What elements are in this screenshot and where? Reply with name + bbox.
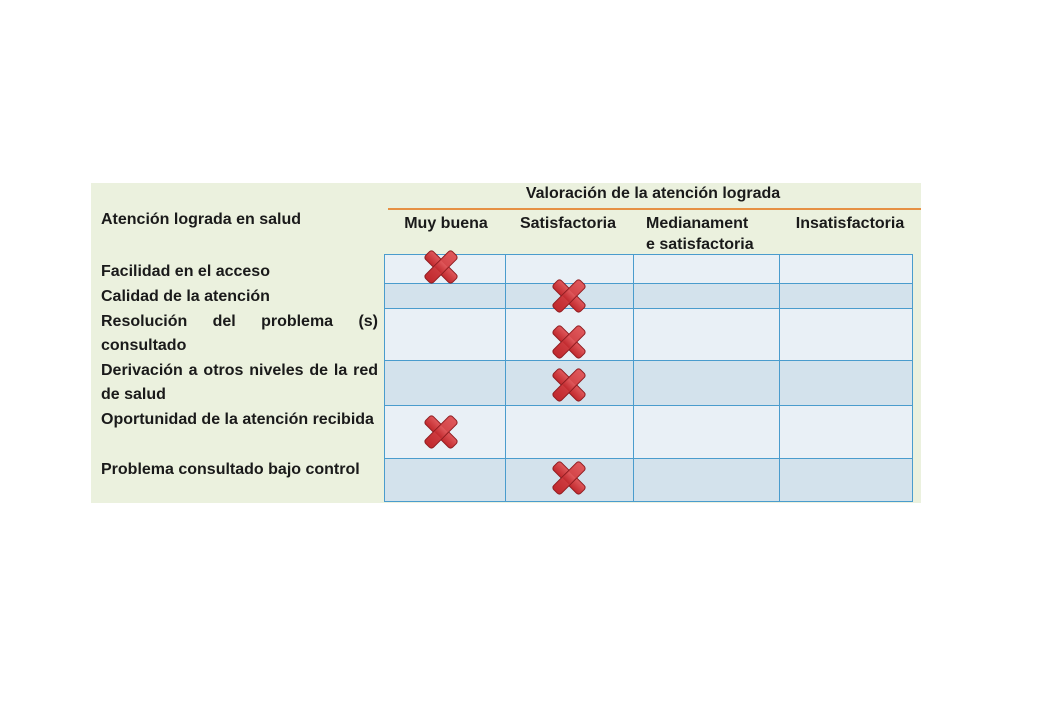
grid-cell[interactable]	[634, 361, 780, 406]
table-title: Valoración de la atención lograda	[525, 185, 781, 202]
grid-cell[interactable]	[780, 284, 913, 309]
grid-cell[interactable]	[780, 361, 913, 406]
table-row	[385, 309, 913, 361]
x-mark-icon	[549, 366, 589, 404]
row-label-oportunidad: Oportunidad de la atención recibida	[101, 411, 374, 428]
grid-cell[interactable]	[634, 459, 780, 502]
grid-cell[interactable]	[780, 459, 913, 502]
grid-cell[interactable]	[780, 309, 913, 361]
table-row	[385, 255, 913, 284]
column-header-satisfactoria: Satisfactoria	[519, 215, 617, 232]
grid-cell[interactable]	[634, 309, 780, 361]
grid-cell[interactable]	[385, 284, 506, 309]
grid-cell[interactable]	[634, 284, 780, 309]
x-mark-icon	[421, 248, 461, 286]
column-header-muy-buena: Muy buena	[404, 215, 488, 232]
grid-cell[interactable]	[385, 459, 506, 502]
grid-cell[interactable]	[385, 309, 506, 361]
row-label-facilidad-acceso: Facilidad en el acceso	[101, 263, 270, 280]
x-mark-icon	[549, 323, 589, 361]
grid-cell[interactable]	[780, 255, 913, 284]
grid-cell[interactable]	[506, 406, 634, 459]
x-mark-icon	[549, 459, 589, 497]
column-header-insatisfactoria: Insatisfactoria	[795, 215, 905, 232]
table-row	[385, 406, 913, 459]
grid-cell[interactable]	[634, 255, 780, 284]
header-rule	[388, 208, 921, 210]
column-header-medianamente-satisfactoria: Medianament e satisfactoria	[646, 215, 754, 253]
x-mark-icon	[549, 277, 589, 315]
row-header-title: Atención lograda en salud	[101, 211, 302, 228]
row-label-calidad-atencion: Calidad de la atención	[101, 288, 270, 305]
grid-cell[interactable]	[634, 406, 780, 459]
row-label-resolucion-problema: Resolución del problema (s) consultado	[101, 313, 378, 354]
table-row	[385, 459, 913, 502]
rating-grid	[384, 254, 913, 502]
grid-cell[interactable]	[385, 361, 506, 406]
grid-cell[interactable]	[780, 406, 913, 459]
row-label-derivacion: Derivación a otros niveles de la red de salud	[101, 362, 378, 403]
table-row	[385, 361, 913, 406]
x-mark-icon	[421, 413, 461, 451]
table-row	[385, 284, 913, 309]
row-label-problema-control: Problema consultado bajo control	[101, 461, 360, 478]
